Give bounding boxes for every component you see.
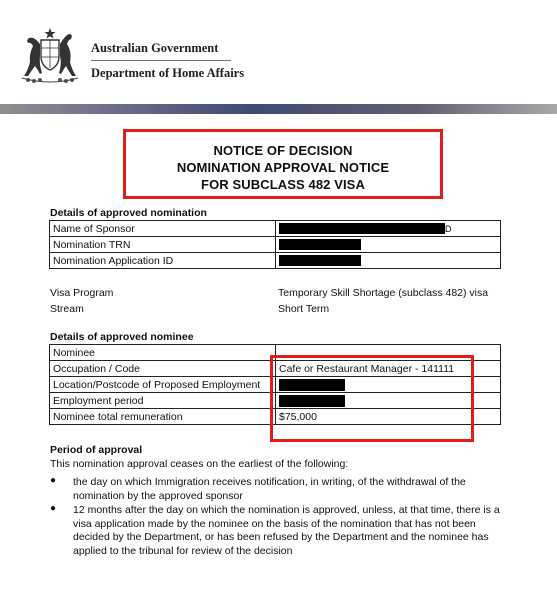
sponsor-name-value — [276, 221, 501, 237]
coat-of-arms-icon — [14, 26, 86, 86]
period-heading: Period of approval — [50, 444, 143, 456]
period-bullet-2: 12 months after the day on which the nomination is approved, unless, at that time, there is a visa application made by the nominee on the basis of the nomination that has not been decided by the Department, or has been refused by the Department and the nominee has applied to the tribunal for review of the decision — [73, 504, 500, 557]
nomination-trn-value — [276, 237, 501, 253]
bullet-icon: ● — [50, 475, 57, 486]
visa-program-value: Temporary Skill Shortage (subclass 482) visa — [278, 287, 489, 299]
header-band — [0, 104, 557, 114]
notice-title-box — [123, 129, 443, 199]
period-intro: This nomination approval ceases on the earliest of the following: — [50, 458, 349, 470]
occupation-label: Occupation / Code — [50, 361, 276, 377]
approved-nomination-table — [49, 220, 501, 269]
stream-value: Short Term — [278, 303, 330, 315]
redaction-bar — [279, 255, 361, 266]
application-id-value — [276, 253, 501, 269]
table-row — [50, 221, 501, 237]
title-line-2: NOMINATION APPROVAL NOTICE — [176, 160, 390, 175]
table-row — [50, 253, 501, 269]
application-id-label: Nomination Application ID — [50, 253, 276, 269]
header-divider — [91, 60, 231, 61]
table-row — [50, 237, 501, 253]
approved-nomination-heading: Details of approved nomination — [50, 207, 207, 219]
nomination-trn-label: Nomination TRN — [50, 237, 276, 253]
location-label: Location/Postcode of Proposed Employment — [50, 377, 276, 393]
bullet-icon: ● — [50, 503, 57, 514]
sponsor-name-label: Name of Sponsor — [50, 221, 276, 237]
department-name: Department of Home Affairs — [91, 66, 245, 80]
period-bullet-1: the day on which Immigration receives notification, in writing, of the withdrawal of the nomination by the approved sponsor — [73, 476, 466, 502]
redaction-bar — [279, 239, 361, 250]
employment-period-label: Employment period — [50, 393, 276, 409]
approved-nominee-heading: Details of approved nominee — [50, 331, 194, 343]
title-line-3: FOR SUBCLASS 482 VISA — [201, 177, 365, 192]
government-name: Australian Government — [91, 41, 219, 55]
redaction-bar — [279, 223, 445, 234]
remuneration-label: Nominee total remuneration — [50, 409, 276, 425]
title-line-1: NOTICE OF DECISION — [213, 143, 353, 158]
stream-label: Stream — [50, 303, 84, 315]
remuneration-value: $75,000 — [276, 409, 501, 425]
page-header — [0, 0, 557, 104]
visa-program-label: Visa Program — [50, 287, 114, 299]
highlight-annotation-box — [270, 355, 474, 442]
sponsor-name-suffix: D — [445, 223, 452, 234]
occupation-value: Cafe or Restaurant Manager - 141111 — [276, 361, 501, 377]
nominee-label: Nominee — [50, 345, 276, 361]
